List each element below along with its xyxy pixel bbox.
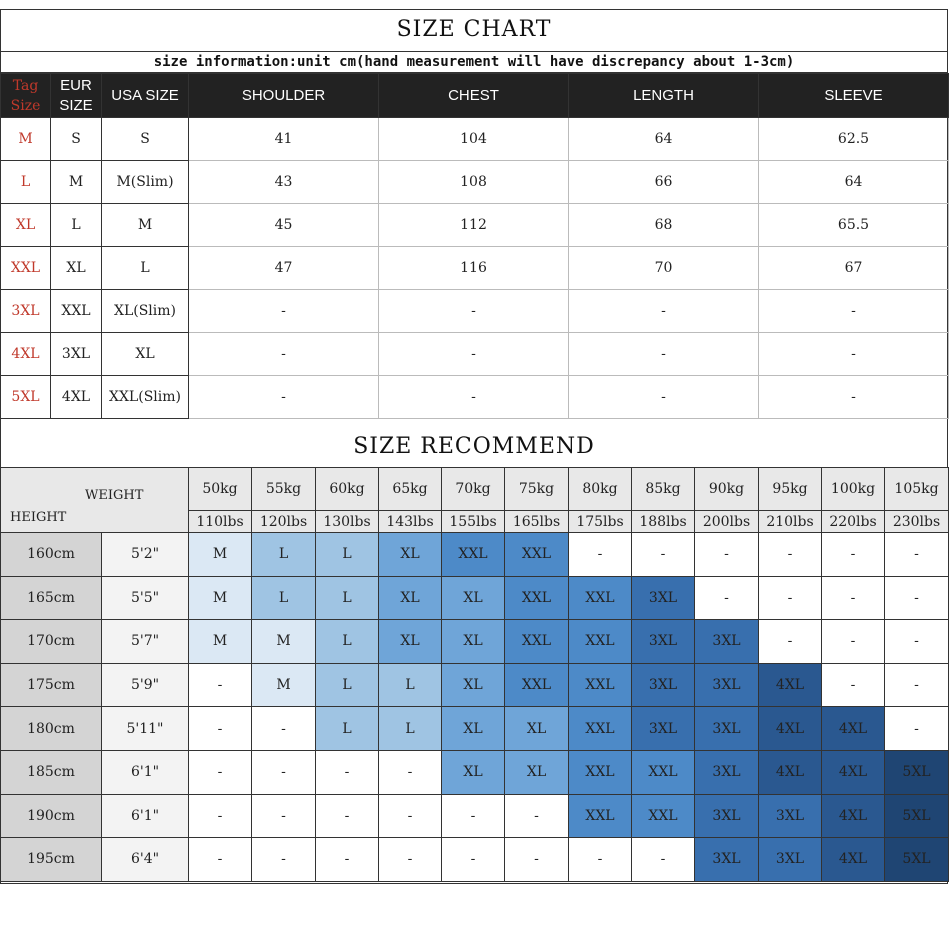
recommended-size-cell: 4XL [822,794,885,838]
recommended-size-cell: XL [442,707,505,751]
tag-size-cell: 4XL [1,333,51,376]
usa-size-cell: XXL(Slim) [102,376,189,419]
size-chart-title: SIZE CHART [396,17,552,42]
recommended-size-cell: XL [442,750,505,794]
size-recommend-table [0,467,949,882]
tag-size-cell: XXL [1,247,51,290]
recommended-size-cell: 3XL [695,794,759,838]
recommended-size-cell: XXL [632,750,695,794]
recommended-size-cell: - [316,838,379,882]
recommended-size-cell: XXL [569,794,632,838]
recommended-size-cell: 3XL [695,620,759,664]
weight-lbs-cell: 230lbs [885,511,949,533]
recommended-size-cell: - [759,576,822,620]
recommended-size-cell: XL [379,533,442,577]
weight-label: WEIGHT [85,488,144,503]
tag-size-cell: XL [1,204,51,247]
length-cell: - [569,376,759,419]
size-chart-row [1,376,949,419]
sleeve-cell: 64 [759,161,949,204]
height-cm-cell: 175cm [1,663,102,707]
recommended-size-cell: L [316,620,379,664]
weight-kg-cell: 100kg [822,468,885,511]
tag-size-header-line2: Size [10,97,41,114]
size-recommend-row [1,533,949,577]
recommended-size-cell: 4XL [759,707,822,751]
recommended-size-cell: - [822,620,885,664]
weight-kg-cell: 55kg [252,468,316,511]
weight-kg-cell: 75kg [505,468,569,511]
recommended-size-cell: XL [379,620,442,664]
recommended-size-cell: L [316,663,379,707]
recommended-size-cell: - [822,663,885,707]
chest-cell: - [379,333,569,376]
shoulder-header: SHOULDER [189,74,379,118]
sleeve-cell: 67 [759,247,949,290]
weight-kg-cell: 60kg [316,468,379,511]
length-cell: - [569,290,759,333]
recommended-size-cell: 4XL [759,750,822,794]
recommended-size-cell: 3XL [695,750,759,794]
weight-lbs-cell: 120lbs [252,511,316,533]
chest-cell: 112 [379,204,569,247]
shoulder-cell: - [189,333,379,376]
recommended-size-cell: - [379,838,442,882]
weight-lbs-cell: 143lbs [379,511,442,533]
recommended-size-cell: - [505,794,569,838]
recommended-size-cell: XXL [505,663,569,707]
weight-lbs-cell: 210lbs [759,511,822,533]
shoulder-cell: 43 [189,161,379,204]
weight-lbs-cell: 165lbs [505,511,569,533]
weight-kg-cell: 105kg [885,468,949,511]
shoulder-cell: 41 [189,118,379,161]
recommended-size-cell: XXL [632,794,695,838]
recommended-size-cell: - [442,838,505,882]
tag-size-cell: 3XL [1,290,51,333]
usa-size-cell: M [102,204,189,247]
chest-cell: 108 [379,161,569,204]
recommended-size-cell: - [885,576,949,620]
recommended-size-cell: XXL [569,576,632,620]
recommended-size-cell: L [379,707,442,751]
height-ft-cell: 6'1" [102,750,189,794]
usa-size-cell: XL [102,333,189,376]
recommended-size-cell: XXL [569,707,632,751]
sleeve-cell: - [759,290,949,333]
shoulder-cell: - [189,376,379,419]
weight-lbs-cell: 175lbs [569,511,632,533]
eur-size-cell: 3XL [51,333,102,376]
weight-kg-row [1,468,949,511]
length-cell: 70 [569,247,759,290]
chest-cell: - [379,290,569,333]
height-cm-cell: 195cm [1,838,102,882]
recommended-size-cell: XXL [569,750,632,794]
recommended-size-cell: XXL [442,533,505,577]
recommended-size-cell: - [759,620,822,664]
eur-size-cell: S [51,118,102,161]
title-divider [0,51,948,52]
length-cell: 66 [569,161,759,204]
height-ft-cell: 5'5" [102,576,189,620]
tag-size-header-line1: Tag [12,77,39,94]
recommended-size-cell: XXL [505,533,569,577]
size-recommend-row [1,576,949,620]
recommended-size-cell: 3XL [695,663,759,707]
recommended-size-cell: - [379,794,442,838]
recommended-size-cell: XL [505,750,569,794]
height-ft-cell: 5'2" [102,533,189,577]
usa-size-header: USA SIZE [102,74,189,118]
recommended-size-cell: - [885,620,949,664]
height-cm-cell: 180cm [1,707,102,751]
eur-size-cell: M [51,161,102,204]
recommended-size-cell: 3XL [759,838,822,882]
recommended-size-cell: - [379,750,442,794]
recommended-size-cell: L [252,533,316,577]
eur-size-header-line2: SIZE [59,96,93,114]
recommended-size-cell: L [252,576,316,620]
size-recommend-row [1,707,949,751]
recommended-size-cell: 3XL [632,707,695,751]
weight-kg-cell: 50kg [189,468,252,511]
height-cm-cell: 190cm [1,794,102,838]
shoulder-cell: 47 [189,247,379,290]
tag-size-cell: M [1,118,51,161]
shoulder-cell: - [189,290,379,333]
size-recommend-row [1,750,949,794]
recommended-size-cell: XL [505,707,569,751]
weight-kg-cell: 85kg [632,468,695,511]
length-header: LENGTH [569,74,759,118]
recommended-size-cell: - [822,533,885,577]
eur-size-cell: L [51,204,102,247]
height-label: HEIGHT [10,510,67,525]
recommended-size-cell: L [316,533,379,577]
eur-size-header [51,74,102,118]
recommended-size-cell: 3XL [759,794,822,838]
usa-size-cell: M(Slim) [102,161,189,204]
recommended-size-cell: XL [379,576,442,620]
height-ft-cell: 5'7" [102,620,189,664]
length-cell: - [569,333,759,376]
tag-size-cell: 5XL [1,376,51,419]
weight-kg-cell: 65kg [379,468,442,511]
usa-size-cell: L [102,247,189,290]
recommended-size-cell: 3XL [632,620,695,664]
recommended-size-cell: - [695,576,759,620]
recommended-size-cell: - [316,750,379,794]
recommended-size-cell: 4XL [822,707,885,751]
sleeve-cell: - [759,376,949,419]
recommended-size-cell: XXL [569,663,632,707]
usa-size-cell: XL(Slim) [102,290,189,333]
size-chart-row [1,333,949,376]
recommended-size-cell: 4XL [822,838,885,882]
recommended-size-cell: - [632,838,695,882]
weight-lbs-cell: 130lbs [316,511,379,533]
chest-header: CHEST [379,74,569,118]
recommended-size-cell: L [316,576,379,620]
height-weight-corner [1,468,189,533]
recommended-size-cell: - [569,838,632,882]
size-chart-subtitle: size information:unit cm(hand measurement will have discrepancy about 1-3cm) [153,54,795,70]
recommended-size-cell: - [252,750,316,794]
recommended-size-cell: XXL [505,576,569,620]
recommended-size-cell: M [189,620,252,664]
size-chart-row [1,290,949,333]
recommended-size-cell: 3XL [632,663,695,707]
recommended-size-cell: - [505,838,569,882]
height-ft-cell: 6'1" [102,794,189,838]
tag-size-header [1,74,51,118]
recommended-size-cell: - [885,663,949,707]
recommended-size-cell: XXL [569,620,632,664]
height-ft-cell: 6'4" [102,838,189,882]
sleeve-header: SLEEVE [759,74,949,118]
recommended-size-cell: M [252,663,316,707]
recommended-size-cell: 4XL [759,663,822,707]
weight-kg-cell: 70kg [442,468,505,511]
recommended-size-cell: 3XL [695,707,759,751]
chest-cell: 116 [379,247,569,290]
recommended-size-cell: 3XL [632,576,695,620]
recommended-size-cell: - [252,838,316,882]
weight-lbs-cell: 188lbs [632,511,695,533]
size-chart-row [1,118,949,161]
usa-size-cell: S [102,118,189,161]
recommended-size-cell: XXL [505,620,569,664]
size-recommend-row [1,838,949,882]
weight-lbs-cell: 155lbs [442,511,505,533]
eur-size-cell: 4XL [51,376,102,419]
recommended-size-cell: - [189,838,252,882]
length-cell: 68 [569,204,759,247]
sleeve-cell: 62.5 [759,118,949,161]
eur-size-cell: XL [51,247,102,290]
height-cm-cell: 160cm [1,533,102,577]
size-chart-table [0,73,949,419]
size-recommend-title: SIZE RECOMMEND [353,434,595,459]
eur-size-cell: XXL [51,290,102,333]
recommended-size-cell: M [252,620,316,664]
length-cell: 64 [569,118,759,161]
recommended-size-cell: - [189,707,252,751]
recommended-size-cell: XL [442,620,505,664]
recommended-size-cell: - [189,750,252,794]
recommended-size-cell: - [759,533,822,577]
recommended-size-cell: 5XL [885,794,949,838]
weight-kg-cell: 90kg [695,468,759,511]
size-recommend-row [1,620,949,664]
size-recommend-row [1,663,949,707]
weight-lbs-cell: 220lbs [822,511,885,533]
weight-lbs-cell: 110lbs [189,511,252,533]
recommended-size-cell: 3XL [695,838,759,882]
size-chart-row [1,204,949,247]
size-chart-header-row [1,74,949,118]
size-chart-row [1,161,949,204]
recommended-size-cell: - [885,533,949,577]
recommended-size-cell: - [822,576,885,620]
height-cm-cell: 170cm [1,620,102,664]
height-cm-cell: 185cm [1,750,102,794]
chest-cell: 104 [379,118,569,161]
weight-kg-cell: 95kg [759,468,822,511]
eur-size-header-line1: EUR [60,76,92,94]
height-ft-cell: 5'11" [102,707,189,751]
weight-lbs-cell: 200lbs [695,511,759,533]
recommended-size-cell: - [252,794,316,838]
recommended-size-cell: - [316,794,379,838]
recommended-size-cell: 5XL [885,750,949,794]
sleeve-cell: - [759,333,949,376]
recommended-size-cell: XL [442,663,505,707]
recommended-size-cell: M [189,576,252,620]
recommended-size-cell: - [885,707,949,751]
recommended-size-cell: - [189,794,252,838]
recommended-size-cell: - [632,533,695,577]
recommended-size-cell: 5XL [885,838,949,882]
height-ft-cell: 5'9" [102,663,189,707]
shoulder-cell: 45 [189,204,379,247]
recommended-size-cell: - [695,533,759,577]
recommended-size-cell: L [316,707,379,751]
recommended-size-cell: - [569,533,632,577]
recommended-size-cell: L [379,663,442,707]
height-cm-cell: 165cm [1,576,102,620]
recommended-size-cell: 4XL [822,750,885,794]
size-chart-row [1,247,949,290]
recommended-size-cell: M [189,533,252,577]
tag-size-cell: L [1,161,51,204]
size-recommend-row [1,794,949,838]
recommended-size-cell: XL [442,576,505,620]
chest-cell: - [379,376,569,419]
weight-kg-cell: 80kg [569,468,632,511]
recommended-size-cell: - [442,794,505,838]
sleeve-cell: 65.5 [759,204,949,247]
recommended-size-cell: - [252,707,316,751]
recommended-size-cell: - [189,663,252,707]
